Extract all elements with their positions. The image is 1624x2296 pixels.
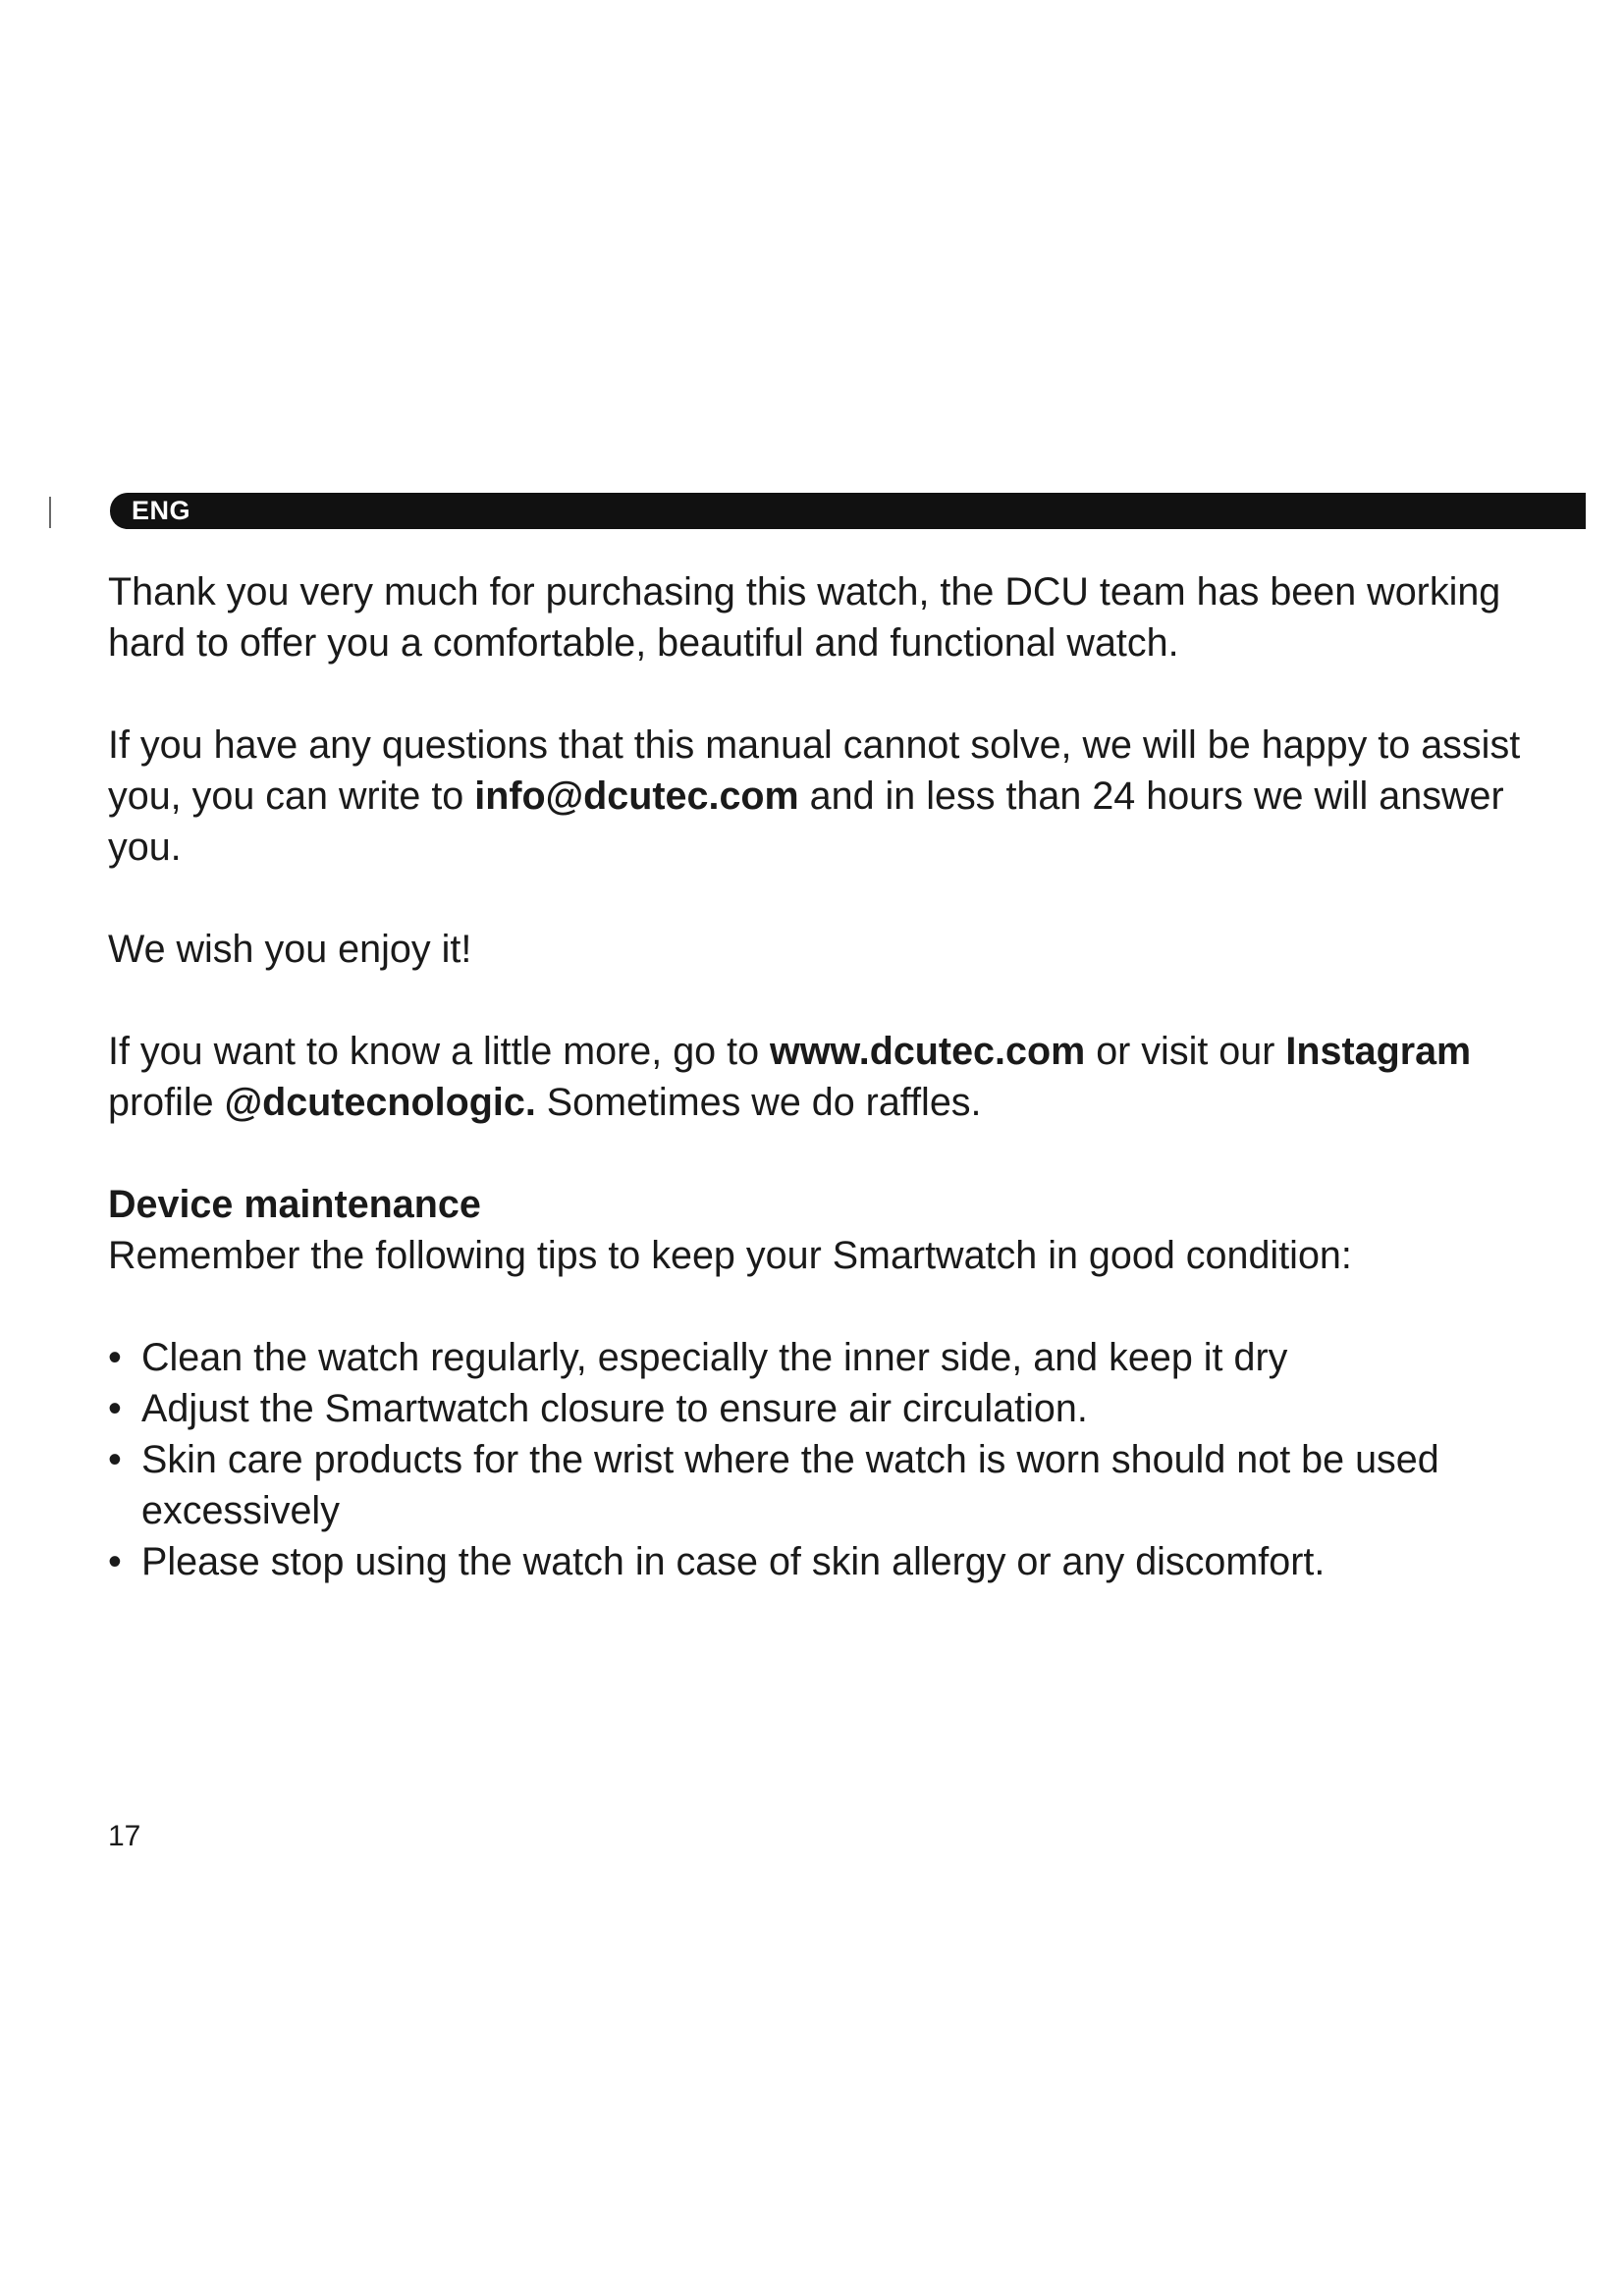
maintenance-tips-list bbox=[108, 1332, 1542, 1587]
tip-item: • Skin care products for the wrist where the watch is worn should not be used excessively bbox=[108, 1434, 1542, 1536]
maintenance-intro: Remember the following tips to keep your Smartwatch in good condition: bbox=[108, 1234, 1352, 1277]
instagram-label: Instagram bbox=[1285, 1030, 1472, 1073]
crop-mark bbox=[49, 497, 51, 528]
more-info-text: If you want to know a little more, go to bbox=[108, 1030, 771, 1073]
thanks-paragraph: Thank you very much for purchasing this watch, the DCU team has been working hard to offer you a comfortable, beautiful and functional watch. bbox=[108, 570, 1501, 665]
questions-text: If you have any questions that this manual cannot solve, we will be happy to assist you, you can write to bbox=[108, 723, 1521, 818]
profile-text: profile bbox=[108, 1081, 225, 1124]
questions-paragraph bbox=[108, 720, 1542, 873]
questions-text-end: and in less than 24 hours we will answer you. bbox=[108, 774, 1504, 869]
instagram-handle: @dcutecnologic. bbox=[224, 1081, 536, 1124]
language-bar bbox=[110, 493, 1586, 529]
tip-item: • Please stop using the watch in case of skin allergy or any discomfort. bbox=[108, 1536, 1542, 1587]
maintenance-heading: Device maintenance bbox=[108, 1183, 481, 1226]
more-info-paragraph bbox=[108, 1026, 1542, 1128]
more-info-text-end: Sometimes we do raffles. bbox=[535, 1081, 982, 1124]
website-link: www.dcutec.com bbox=[770, 1030, 1086, 1073]
more-info-text-middle: or visit our bbox=[1085, 1030, 1286, 1073]
page-number: 17 bbox=[108, 1820, 141, 1852]
tip-item: • Clean the watch regularly, especially the inner side, and keep it dry bbox=[108, 1332, 1542, 1383]
support-email: info@dcutec.com bbox=[474, 774, 799, 818]
wish-paragraph: We wish you enjoy it! bbox=[108, 928, 472, 971]
manual-body bbox=[108, 566, 1542, 1587]
tip-item: • Adjust the Smartwatch closure to ensure air circulation. bbox=[108, 1383, 1542, 1434]
maintenance-section bbox=[108, 1179, 1542, 1281]
language-label: ENG bbox=[132, 496, 191, 525]
